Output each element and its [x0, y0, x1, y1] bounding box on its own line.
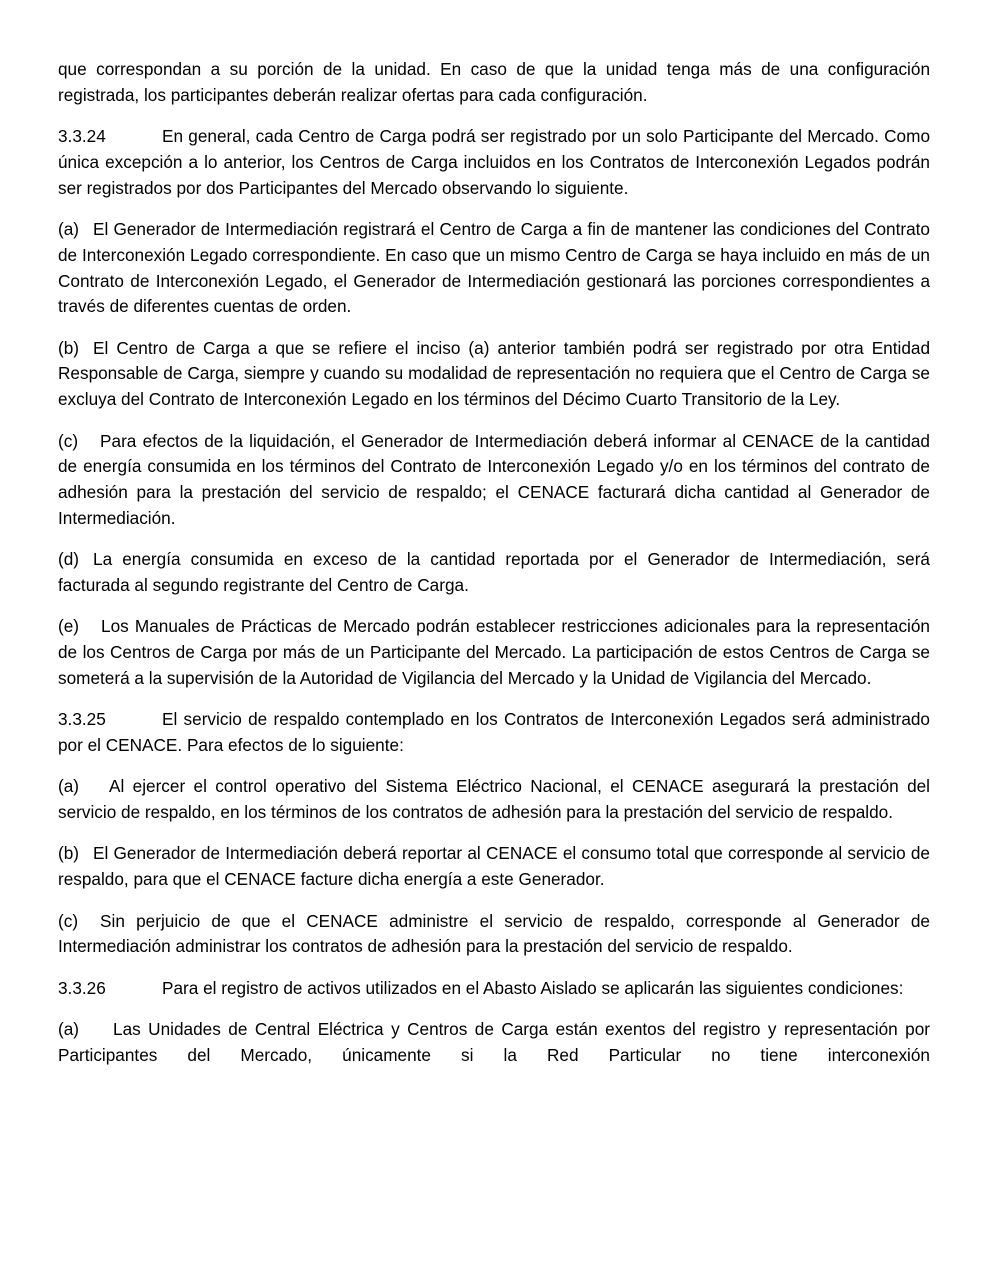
item-e [58, 614, 930, 691]
item-label: (a) [58, 776, 80, 797]
item-label: (a) [58, 218, 80, 239]
paragraph-text: Para el registro de activos utilizados en el Abasto Aislado se aplicarán las siguientes condiciones: [162, 977, 904, 998]
paragraph-text: El Centro de Carga a que se refiere el inciso (a) anterior también podrá ser registrado por otra Entidad Responsable de Carga, siempre y cuando su modalidad de representación no requiera que el Centro de Carga se excluya del Contrato de Interconexión Legado en los términos del Décimo Cuarto Transitorio de la Ley. [58, 337, 930, 410]
paragraph-text: El Generador de Intermediación registrará el Centro de Carga a fin de mantener las condiciones del Contrato de Interconexión Legado correspondiente. En caso que un mismo Centro de Carga se haya incluido en más de un Contrato de Interconexión Legado, el Generador de Intermediación gestionará las porciones correspondientes a través de diferentes cuentas de orden. [58, 218, 930, 317]
paragraph-text: La energía consumida en exceso de la cantidad reportada por el Generador de Intermediación, será facturada al segundo registrante del Centro de Carga. [58, 549, 930, 596]
item-c [58, 429, 930, 532]
item-a [58, 217, 930, 320]
item-a [58, 774, 930, 826]
item-b [58, 841, 930, 893]
paragraph-text: Para efectos de la liquidación, el Generador de Intermediación deberá informar al CENACE de la cantidad de energía consumida en los términos del Contrato de Interconexión Legado y/o en los términos del contrato de adhesión para la prestación del servicio de respaldo; el CENACE facturará dicha cantidad al Generador de Intermediación. [58, 430, 930, 528]
section-number: 3.3.26 [58, 977, 106, 998]
item-label: (c) [58, 430, 79, 451]
item-a [58, 1017, 930, 1069]
item-label: (a) [58, 1018, 80, 1039]
paragraph-text: Las Unidades de Central Eléctrica y Centros de Carga están exentos del registro y representación por Participantes del Mercado, únicamente si la Red Particular no tiene interconexión [58, 1018, 930, 1065]
item-label: (b) [58, 843, 80, 864]
item-label: (c) [58, 910, 79, 931]
item-c [58, 909, 930, 961]
item-label: (e) [58, 616, 80, 637]
paragraph-text: En general, cada Centro de Carga podrá ser registrado por un solo Participante del Mercado. Como única excepción a lo anterior, los Centros de Carga incluidos en los Contratos de Interconexión Legados podrán ser registrados por dos Participantes del Mercado observando lo siguiente. [58, 126, 930, 198]
section-3-3-25 [58, 707, 930, 759]
document-page [58, 57, 930, 1084]
paragraph-text: El Generador de Intermediación deberá reportar al CENACE el consumo total que corresponde al servicio de respaldo, para que el CENACE facture dicha energía a este Generador. [58, 843, 930, 890]
section-3-3-26 [58, 976, 930, 1002]
paragraph-continuation [58, 57, 930, 109]
paragraph-text: que correspondan a su porción de la unidad. En caso de que la unidad tenga más de una configuración registrada, los participantes deberán realizar ofertas para cada configuración. [58, 59, 930, 105]
item-b [58, 336, 930, 413]
section-number: 3.3.25 [58, 709, 106, 730]
section-number: 3.3.24 [58, 126, 106, 147]
item-label: (b) [58, 337, 80, 358]
paragraph-text: Al ejercer el control operativo del Sistema Eléctrico Nacional, el CENACE asegurará la prestación del servicio de respaldo, en los términos de los contratos de adhesión para la prestación del servicio de respaldo. [58, 776, 930, 823]
paragraph-text: Sin perjuicio de que el CENACE administre el servicio de respaldo, corresponde al Generador de Intermediación administrar los contratos de adhesión para la prestación del servicio de respaldo. [58, 910, 930, 957]
item-d [58, 547, 930, 599]
paragraph-text: El servicio de respaldo contemplado en los Contratos de Interconexión Legados será administrado por el CENACE. Para efectos de lo siguiente: [58, 709, 930, 756]
paragraph-text: Los Manuales de Prácticas de Mercado podrán establecer restricciones adicionales para la representación de los Centros de Carga por más de un Participante del Mercado. La participación de estos Centros de Carga se someterá a la supervisión de la Autoridad de Vigilancia del Mercado y la Unidad de Vigilancia del Mercado. [58, 616, 930, 688]
section-3-3-24 [58, 124, 930, 201]
item-label: (d) [58, 549, 80, 570]
